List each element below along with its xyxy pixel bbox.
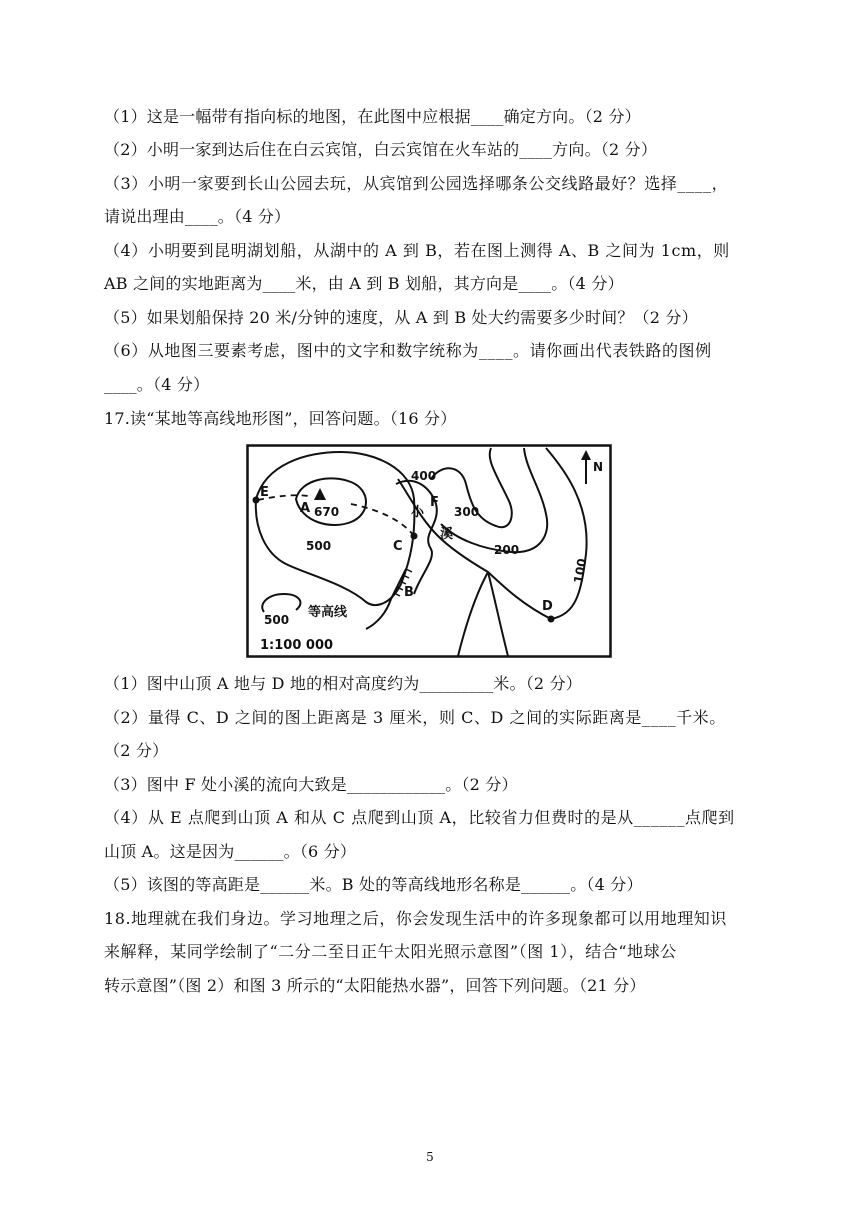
- point-b-label: B: [404, 585, 414, 600]
- contour-label-200: 200: [494, 543, 520, 557]
- q16-item-6-cont: ____。（4 分）: [104, 375, 210, 394]
- contour-label-100: 100: [571, 557, 590, 585]
- q17-item-2: （2）量得 C、D 之间的图上距离是 3 厘米，则 C、D 之间的实际距离是____千米。: [104, 708, 726, 727]
- point-f-label: F: [430, 495, 439, 510]
- q16-item-3: （3）小明一家要到长山公园去玩，从宾馆到公园选择哪条公交线路最好？选择____，: [104, 174, 729, 193]
- q17-item-1: （1）图中山顶 A 地与 D 地的相对高度约为_________米。（2 分）: [104, 674, 582, 693]
- q16-item-3-cont: 请说出理由____。（4 分）: [104, 207, 291, 226]
- point-a-label: A: [300, 501, 311, 516]
- q16-item-2: （2）小明一家到达后住在白云宾馆，白云宾馆在火车站的____方向。（2 分）: [104, 140, 658, 159]
- stream-label-2: 溪: [440, 527, 454, 542]
- legend-value: 500: [264, 613, 290, 627]
- point-c-dot: [411, 533, 418, 540]
- map-scale: 1:100 000: [260, 638, 334, 653]
- contour-map: [246, 444, 612, 658]
- q16-item-4-cont: AB 之间的实地距离为____米，由 A 到 B 划船，其方向是____。（4 分）: [104, 274, 624, 293]
- page-number: 5: [426, 1150, 434, 1164]
- contour-label-500: 500: [306, 539, 332, 553]
- q17-title: 17.读“某地等高线地形图”，回答问题。（16 分）: [104, 409, 457, 428]
- q18-line-3: 转示意图”（图 2）和图 3 所示的“太阳能热水器”，回答下列问题。（21 分）: [104, 976, 646, 995]
- q18-line-2: 来解释，某同学绘制了“二分二至日正午太阳光照示意图”（图 1），结合“地球公: [104, 942, 677, 961]
- q16-item-1: （1）这是一幅带有指向标的地图，在此图中应根据____确定方向。（2 分）: [104, 107, 641, 126]
- point-c-label: C: [393, 539, 403, 554]
- stream-label-1: 小: [411, 505, 425, 520]
- q18-line-1: 18.地理就在我们身边。学习地理之后，你会发现生活中的许多现象都可以用地理知识: [104, 909, 727, 928]
- contour-map-figure: [246, 444, 612, 658]
- q16-item-6: （6）从地图三要素考虑，图中的文字和数字统称为____。请你画出代表铁路的图例: [104, 341, 712, 360]
- q16-item-4: （4）小明要到昆明湖划船，从湖中的 A 到 B，若在图上测得 A、B 之间为 1cm，则: [104, 241, 730, 260]
- q16-item-5: （5）如果划船保持 20 米/分钟的速度，从 A 到 B 处大约需要多少时间？（2 分）: [104, 308, 698, 327]
- q17-item-3: （3）图中 F 处小溪的流向大致是____________。（2 分）: [104, 775, 518, 794]
- legend-label: 等高线: [308, 605, 348, 620]
- q17-item-4-cont: 山顶 A。这是因为______。（6 分）: [104, 842, 357, 861]
- q17-item-5: （5）该图的等高距是______米。B 处的等高线地形名称是______。（4 分）: [104, 875, 643, 894]
- contour-label-300: 300: [454, 505, 480, 519]
- point-d-dot: [548, 616, 555, 623]
- q17-item-4: （4）从 E 点爬到山顶 A 和从 C 点爬到山顶 A，比较省力但费时的是从______点爬到: [104, 808, 735, 827]
- q17-item-2-cont: （2 分）: [104, 741, 169, 760]
- point-d-label: D: [542, 599, 553, 614]
- summit-elevation-label: 670: [314, 505, 340, 519]
- point-e-label: E: [260, 485, 269, 500]
- point-e-dot: [253, 497, 260, 504]
- north-label: N: [593, 460, 604, 474]
- contour-label-400: 400: [411, 469, 437, 483]
